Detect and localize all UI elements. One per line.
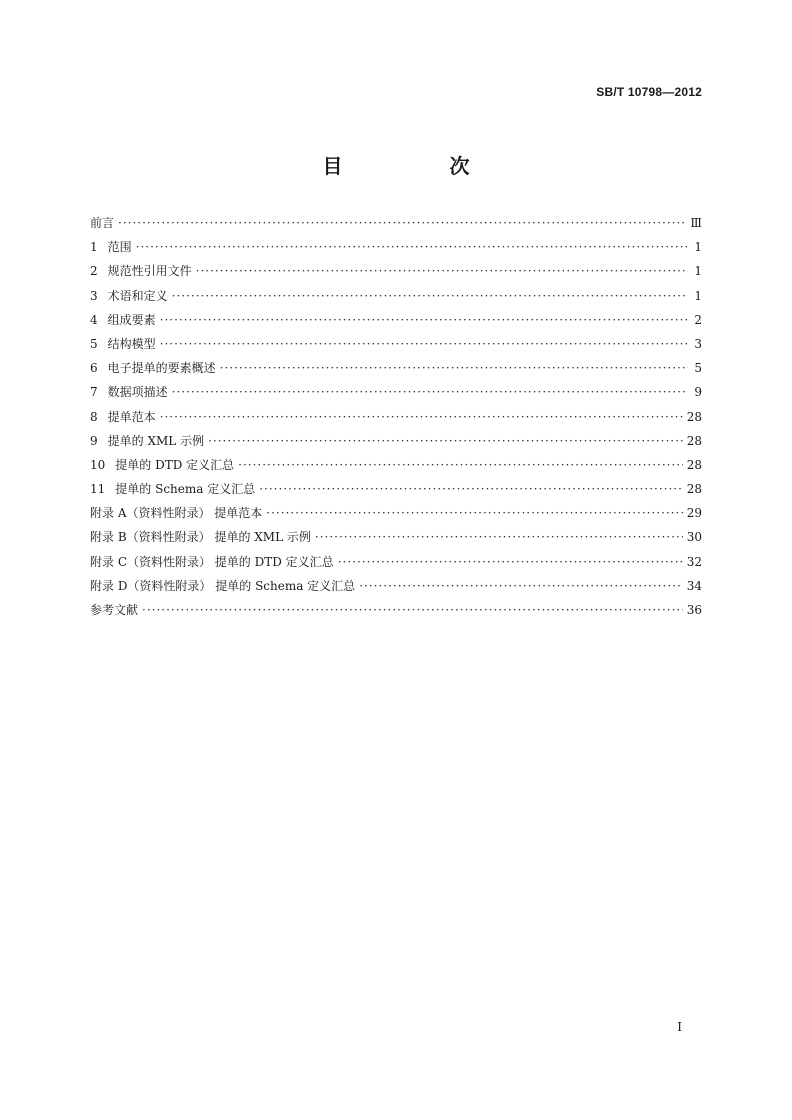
toc-dot-leader bbox=[208, 434, 683, 448]
toc-entry[interactable] bbox=[90, 287, 702, 311]
toc-dot-leader bbox=[172, 289, 688, 303]
standard-code: SB/T 10798—2012 bbox=[596, 85, 702, 99]
toc-entry-page: 30 bbox=[686, 530, 702, 545]
toc-entry-title: 电子提单的要素概述 bbox=[107, 361, 216, 376]
toc-dot-leader bbox=[220, 361, 688, 375]
toc-dot-leader bbox=[160, 313, 688, 327]
toc-entry-page: 28 bbox=[686, 409, 702, 424]
toc-dot-leader bbox=[266, 506, 682, 520]
toc-entry-number: 1 bbox=[90, 240, 98, 255]
toc-entry-number: 2 bbox=[90, 264, 98, 279]
toc-entry[interactable] bbox=[90, 238, 702, 262]
toc-entry[interactable] bbox=[90, 432, 702, 456]
toc-entry-page: 29 bbox=[686, 506, 702, 521]
toc-entry-title: 提单范本 bbox=[107, 409, 156, 424]
toc-entry-title: 附录 C（资料性附录） 提单的 DTD 定义汇总 bbox=[90, 554, 334, 569]
toc-entry-number: 7 bbox=[90, 385, 98, 400]
toc-entry[interactable] bbox=[90, 480, 702, 504]
toc-dot-leader bbox=[338, 555, 683, 569]
toc-entry[interactable] bbox=[90, 456, 702, 480]
toc-entry[interactable] bbox=[90, 311, 702, 335]
toc-entry-title: 规范性引用文件 bbox=[107, 264, 192, 279]
toc-entry-number: 3 bbox=[90, 288, 98, 303]
toc-entry[interactable] bbox=[90, 528, 702, 552]
toc-entry[interactable] bbox=[90, 383, 702, 407]
toc-dot-leader bbox=[238, 458, 683, 472]
table-of-contents bbox=[90, 214, 702, 625]
toc-dot-leader bbox=[136, 240, 688, 254]
toc-entry-page: 1 bbox=[694, 240, 702, 255]
toc-entry-number: 4 bbox=[90, 312, 98, 327]
toc-dot-leader bbox=[196, 264, 688, 278]
toc-entry-title: 附录 A（资料性附录） 提单范本 bbox=[90, 506, 263, 521]
toc-entry-page: 28 bbox=[686, 482, 702, 497]
toc-entry-title: 术语和定义 bbox=[107, 288, 168, 303]
toc-entry-number: 5 bbox=[90, 336, 98, 351]
toc-entry[interactable] bbox=[90, 408, 702, 432]
toc-entry-page: 1 bbox=[694, 288, 702, 303]
toc-entry-page: 28 bbox=[686, 433, 702, 448]
toc-entry[interactable] bbox=[90, 504, 702, 528]
toc-entry-page: Ⅲ bbox=[690, 216, 702, 230]
toc-dot-leader bbox=[160, 410, 683, 424]
toc-entry-number: 11 bbox=[90, 482, 106, 497]
toc-entry-page: 1 bbox=[694, 264, 702, 279]
toc-entry-title: 附录 D（资料性附录） 提单的 Schema 定义汇总 bbox=[90, 578, 356, 593]
toc-entry[interactable] bbox=[90, 577, 702, 601]
toc-entry-page: 2 bbox=[694, 312, 702, 327]
toc-entry[interactable] bbox=[90, 553, 702, 577]
toc-dot-leader bbox=[118, 216, 686, 230]
toc-entry-title: 组成要素 bbox=[107, 312, 156, 327]
toc-entry-title: 数据项描述 bbox=[107, 385, 168, 400]
toc-dot-leader bbox=[172, 385, 688, 399]
toc-entry-page: 28 bbox=[686, 457, 702, 472]
toc-entry-title: 附录 B（资料性附录） 提单的 XML 示例 bbox=[90, 530, 311, 545]
toc-entry-title: 范围 bbox=[107, 240, 132, 255]
toc-entry[interactable] bbox=[90, 262, 702, 286]
toc-entry-number: 9 bbox=[90, 433, 98, 448]
toc-entry[interactable] bbox=[90, 359, 702, 383]
toc-dot-leader bbox=[259, 482, 683, 496]
toc-entry-page: 32 bbox=[686, 554, 702, 569]
toc-dot-leader bbox=[160, 337, 688, 351]
toc-entry[interactable] bbox=[90, 601, 702, 625]
toc-entry-page: 3 bbox=[694, 336, 702, 351]
toc-entry-title: 前言 bbox=[90, 216, 115, 230]
toc-dot-leader bbox=[142, 603, 683, 617]
toc-entry-title: 提单的 Schema 定义汇总 bbox=[115, 482, 256, 497]
toc-entry[interactable] bbox=[90, 214, 702, 238]
toc-entry-title: 参考文献 bbox=[90, 603, 139, 617]
toc-entry-page: 34 bbox=[686, 578, 702, 593]
toc-entry-page: 5 bbox=[694, 361, 702, 376]
toc-entry[interactable] bbox=[90, 335, 702, 359]
toc-dot-leader bbox=[359, 579, 683, 593]
toc-entry-title: 提单的 DTD 定义汇总 bbox=[115, 457, 235, 472]
page-title: 目 次 bbox=[322, 154, 520, 178]
toc-entry-number: 8 bbox=[90, 409, 98, 424]
toc-entry-number: 10 bbox=[90, 457, 106, 472]
toc-entry-title: 结构模型 bbox=[107, 336, 156, 351]
page-number: Ⅰ bbox=[677, 1020, 682, 1034]
toc-entry-page: 9 bbox=[694, 385, 702, 400]
toc-entry-number: 6 bbox=[90, 361, 98, 376]
toc-entry-page: 36 bbox=[686, 603, 702, 617]
toc-entry-title: 提单的 XML 示例 bbox=[107, 433, 205, 448]
toc-dot-leader bbox=[315, 530, 683, 544]
